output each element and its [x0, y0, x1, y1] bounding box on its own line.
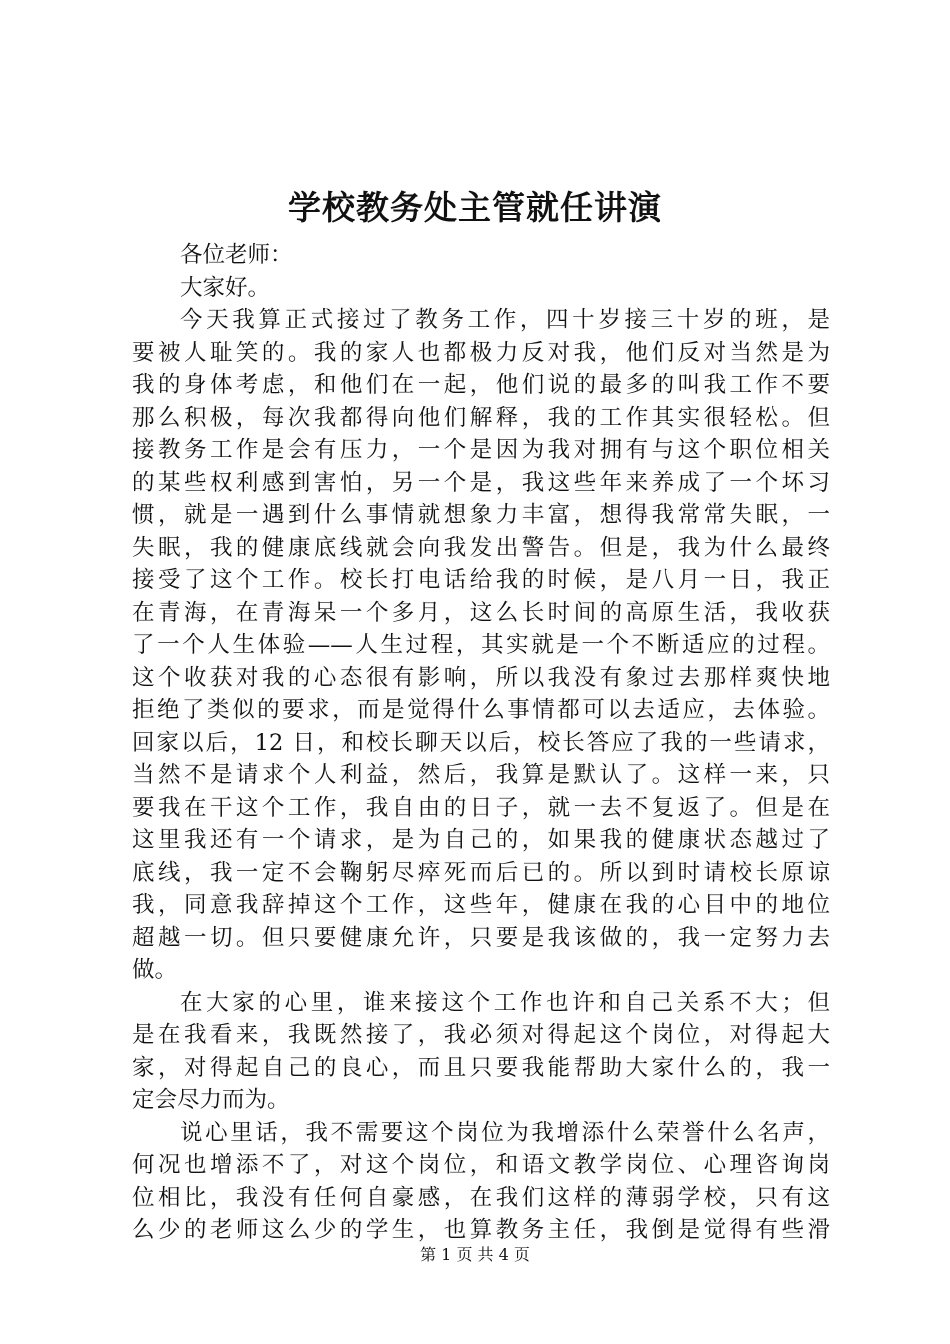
text-line: 在青海，在青海呆一个多月，这么长时间的高原生活，我收获: [132, 599, 830, 626]
text-line: 回家以后，12 日，和校长聊天以后，校长答应了我的一些请求，: [132, 729, 830, 756]
text-line: 的某些权利感到害怕，另一个是，我这些年来养成了一个坏习: [132, 469, 830, 496]
document-title: 学校教务处主管就任讲演: [288, 188, 662, 227]
text-line: 失眠，我的健康底线就会向我发出警告。但是，我为什么最终: [132, 534, 830, 561]
text-line: 这个收获对我的心态很有影响，所以我没有象过去那样爽快地: [132, 664, 830, 691]
text-line: 何况也增添不了，对这个岗位，和语文教学岗位、心理咨询岗: [132, 1152, 830, 1178]
text-line: 惯，就是一遇到什么事情就想象力丰富，想得我常常失眠，一: [132, 502, 830, 528]
text-line: 当然不是请求个人利益，然后，我算是默认了。这样一来，只: [132, 762, 830, 788]
text-line: 了一个人生体验——人生过程，其实就是一个不断适应的过程。: [132, 632, 830, 658]
text-line: 么少的老师这么少的学生，也算教务主任，我倒是觉得有些滑: [132, 1217, 830, 1243]
text-line: 是在我看来，我既然接了，我必须对得起这个岗位，对得起大: [132, 1022, 830, 1048]
text-line: 说心里话，我不需要这个岗位为我增添什么荣誉什么名声，: [180, 1119, 830, 1146]
text-line: 大家好。: [180, 274, 271, 301]
text-line: 要我在干这个工作，我自由的日子，就一去不复返了。但是在: [132, 794, 830, 821]
text-line: 各位老师：: [180, 242, 293, 268]
text-line: 做。: [132, 957, 178, 983]
text-line: 超越一切。但只要健康允许，只要是我该做的，我一定努力去: [132, 924, 830, 951]
text-line: 底线，我一定不会鞠躬尽瘁死而后已的。所以到时请校长原谅: [132, 859, 830, 886]
document-body: [132, 239, 830, 1247]
text-line: 那么积极，每次我都得向他们解释，我的工作其实很轻松。但: [132, 404, 830, 431]
text-line: 拒绝了类似的要求，而是觉得什么事情都可以去适应，去体验。: [132, 697, 830, 723]
text-line: 位相比，我没有任何自豪感，在我们这样的薄弱学校，只有这: [132, 1184, 830, 1211]
text-line: 接教务工作是会有压力，一个是因为我对拥有与这个职位相关: [132, 437, 830, 463]
text-line: 要被人耻笑的。我的家人也都极力反对我，他们反对当然是为: [132, 339, 830, 366]
page-footer: 第 1 页 共 4 页: [420, 1245, 530, 1264]
text-line: 家，对得起自己的良心，而且只要我能帮助大家什么的，我一: [132, 1054, 830, 1081]
text-line: 我，同意我辞掉这个工作，这些年，健康在我的心目中的地位: [132, 892, 830, 918]
text-line: 定会尽力而为。: [132, 1087, 290, 1113]
text-line: 在大家的心里，谁来接这个工作也许和自己关系不大；但: [180, 989, 830, 1016]
text-line: 我的身体考虑，和他们在一起，他们说的最多的叫我工作不要: [132, 372, 830, 398]
text-line: 接受了这个工作。校长打电话给我的时候，是八月一日，我正: [132, 567, 830, 593]
text-line: 今天我算正式接过了教务工作，四十岁接三十岁的班，是: [180, 307, 830, 333]
text-line: 这里我还有一个请求，是为自己的，如果我的健康状态越过了: [132, 827, 830, 853]
